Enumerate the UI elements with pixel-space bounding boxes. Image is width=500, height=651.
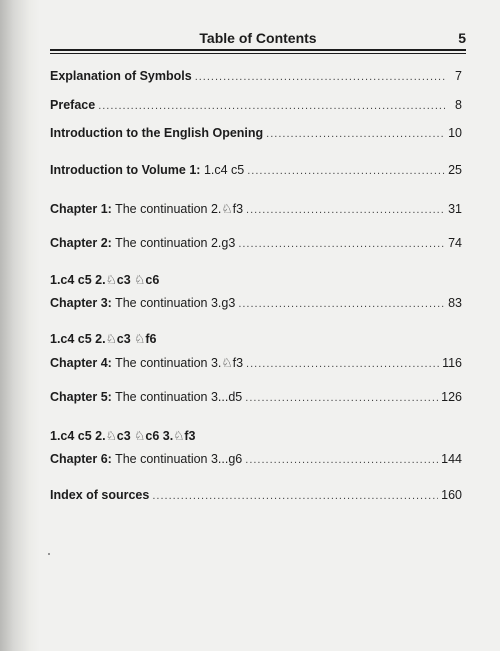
entry-subtitle: The continuation 3.g3 <box>115 296 236 310</box>
header-rule-thin <box>50 53 466 54</box>
toc-entry-chapter-2[interactable] <box>50 236 462 250</box>
toc-entry-index-of-sources[interactable] <box>50 488 462 502</box>
toc-entry-chapter-5[interactable] <box>50 390 462 404</box>
entry-page: 7 <box>455 69 462 83</box>
entry-page: 8 <box>455 98 462 112</box>
toc-entry-chapter-1[interactable] <box>50 201 462 216</box>
entry-title: Chapter 1: <box>50 202 112 216</box>
toc-entry-preface[interactable] <box>50 98 462 112</box>
entry-page: 10 <box>448 126 462 140</box>
toc-header <box>50 30 466 50</box>
section-moves-3: 1.c4 c5 2.♘c3 ♘c6 3.♘f3 <box>50 429 196 443</box>
entry-title: Explanation of Symbols <box>50 69 192 83</box>
entry-title: Chapter 3: <box>50 296 112 310</box>
entry-title: Chapter 5: <box>50 390 112 404</box>
entry-subtitle: The continuation 3.♘f3 <box>115 356 244 370</box>
entry-page: 25 <box>448 163 462 177</box>
dot-leader <box>246 358 439 370</box>
entry-page: 83 <box>448 296 462 310</box>
entry-title: Introduction to the English Opening <box>50 126 264 140</box>
entry-page: 144 <box>441 452 462 466</box>
dot-leader <box>245 454 438 466</box>
dot-leader <box>266 128 445 140</box>
entry-page: 116 <box>442 356 462 370</box>
page-number: 5 <box>458 30 466 46</box>
toc-entry-explanation-of-symbols[interactable] <box>50 69 462 83</box>
dot-leader <box>152 490 438 502</box>
toc-entry-chapter-6[interactable] <box>50 452 462 466</box>
section-moves-1: 1.c4 c5 2.♘c3 ♘c6 <box>50 273 160 287</box>
entry-subtitle: 1.c4 c5 <box>203 163 245 177</box>
toc-entry-introduction-english-opening[interactable] <box>50 126 462 140</box>
entry-subtitle: The continuation 2.g3 <box>115 236 236 250</box>
entry-title: Chapter 4: <box>50 356 112 370</box>
entry-title: Preface <box>50 98 96 112</box>
dot-leader <box>238 238 445 250</box>
toc-entry-chapter-3[interactable] <box>50 296 462 310</box>
toc-entry-chapter-4[interactable] <box>50 355 462 370</box>
entry-title: Chapter 6: <box>50 452 112 466</box>
page-title: Table of Contents <box>199 30 317 46</box>
dot-leader <box>195 71 445 83</box>
entry-title: Chapter 2: <box>50 236 112 250</box>
toc-entry-introduction-volume-1[interactable] <box>50 163 462 177</box>
entry-subtitle: The continuation 2.♘f3 <box>115 202 244 216</box>
entry-page: 74 <box>448 236 462 250</box>
dot-leader <box>238 298 445 310</box>
entry-title: Index of sources <box>50 488 150 502</box>
entry-subtitle: The continuation 3...d5 <box>115 390 243 404</box>
dot-leader <box>246 204 445 216</box>
entry-page: 160 <box>441 488 462 502</box>
dot-leader <box>247 165 445 177</box>
entry-subtitle: The continuation 3...g6 <box>115 452 243 466</box>
entry-page: 31 <box>448 202 462 216</box>
entry-title: Introduction to Volume 1: <box>50 163 201 177</box>
page-binding-shadow <box>0 0 40 651</box>
header-rule-thick <box>50 49 466 51</box>
dot-leader <box>245 392 438 404</box>
section-moves-2: 1.c4 c5 2.♘c3 ♘f6 <box>50 332 157 346</box>
paper-speck <box>48 553 50 555</box>
entry-page: 126 <box>441 390 462 404</box>
dot-leader <box>98 100 445 112</box>
